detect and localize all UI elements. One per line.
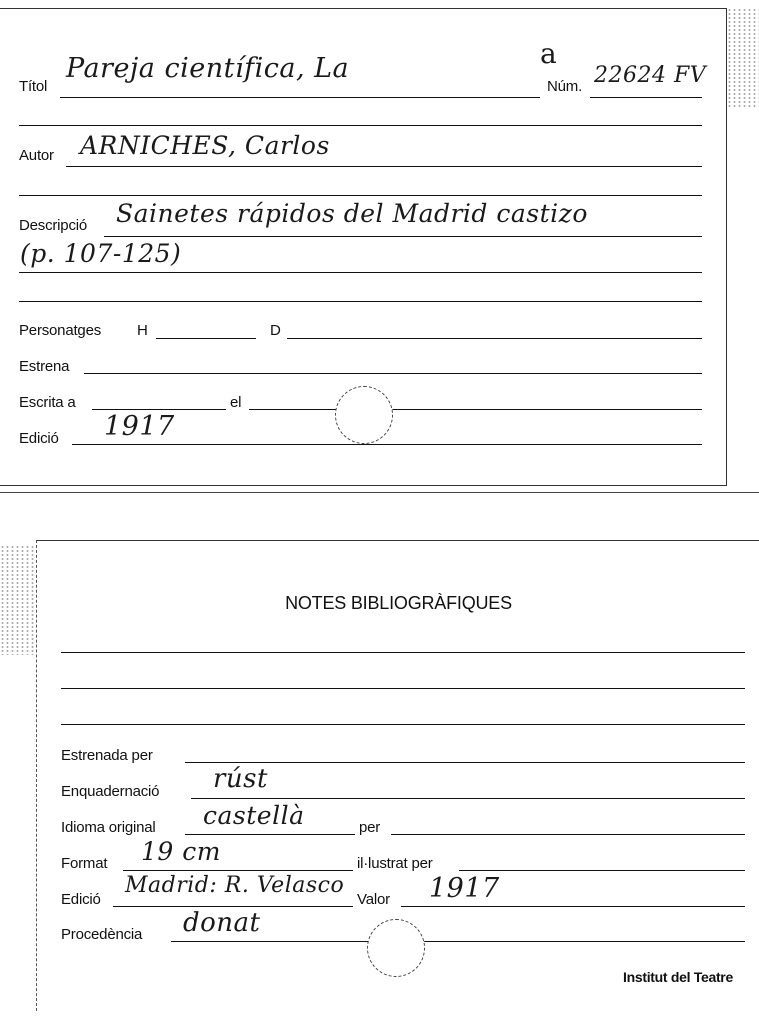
- descripcio-value-line2: (p. 107-125): [20, 239, 182, 268]
- titol-label: Títol: [19, 78, 48, 95]
- back-edicio-value: Madrid: R. Velasco: [125, 873, 345, 898]
- back-edicio-label: Edició: [61, 891, 101, 908]
- scan-edge-noise: [727, 8, 759, 108]
- escrita-el-label: el: [230, 394, 242, 411]
- idioma-per-label: per: [359, 819, 381, 836]
- valor-value: 1917: [429, 873, 500, 904]
- valor-label: Valor: [357, 891, 390, 908]
- catalog-card-front: [0, 8, 727, 486]
- titol-line: [60, 97, 540, 98]
- titol-value: Pareja científica, La: [66, 53, 350, 84]
- notes-title: NOTES BIBLIOGRÀFIQUES: [285, 593, 512, 613]
- rule: [61, 724, 745, 725]
- personatges-d-label: D: [270, 322, 281, 339]
- estrenada-line: [185, 762, 745, 763]
- rule: [61, 652, 745, 653]
- enquadernacio-label: Enquadernació: [61, 783, 160, 800]
- format-line: [123, 870, 353, 871]
- rule: [19, 272, 702, 273]
- idioma-label: Idioma original: [61, 819, 156, 836]
- rule: [19, 301, 702, 302]
- idioma-line: [185, 834, 355, 835]
- personatges-d-line: [287, 338, 702, 339]
- num-line: [590, 97, 702, 98]
- punch-hole: [367, 919, 425, 977]
- idioma-per-line: [391, 834, 745, 835]
- catalog-card-back: [36, 540, 759, 1011]
- rule: [19, 195, 702, 196]
- format-illustrat-line: [459, 870, 745, 871]
- punch-hole: [335, 386, 393, 444]
- personatges-label: Personatges: [19, 322, 102, 339]
- procedencia-label: Procedència: [61, 926, 143, 943]
- estrenada-label: Estrenada per: [61, 747, 153, 764]
- card-separator: [0, 492, 759, 493]
- autor-line: [66, 166, 702, 167]
- valor-line: [401, 906, 745, 907]
- num-mark: a: [540, 37, 558, 70]
- edicio-label: Edició: [19, 430, 59, 447]
- idioma-value: castellà: [203, 801, 305, 830]
- format-illustrat-label: il·lustrat per: [357, 855, 433, 872]
- descripcio-line: [104, 236, 702, 237]
- rule: [61, 688, 745, 689]
- num-label: Núm.: [547, 78, 583, 95]
- descripcio-label: Descripció: [19, 217, 88, 234]
- procedencia-line: [171, 941, 745, 942]
- escrita-line: [92, 409, 226, 410]
- format-value: 19 cm: [141, 837, 221, 866]
- edicio-line: [72, 444, 702, 445]
- autor-label: Autor: [19, 147, 54, 164]
- personatges-h-label: H: [137, 322, 148, 339]
- format-label: Format: [61, 855, 108, 872]
- scan-edge-noise: [0, 545, 34, 655]
- estrena-label: Estrena: [19, 358, 70, 375]
- num-value: 22624 FV: [594, 63, 707, 88]
- rule: [19, 125, 702, 126]
- personatges-h-line: [156, 338, 256, 339]
- escrita-label: Escrita a: [19, 394, 76, 411]
- edicio-value: 1917: [104, 411, 175, 442]
- escrita-el-line: [249, 409, 702, 410]
- autor-value: ARNICHES, Carlos: [80, 131, 330, 160]
- enquadernacio-value: rúst: [213, 764, 268, 794]
- back-edicio-line: [113, 906, 353, 907]
- descripcio-value-line1: Sainetes rápidos del Madrid castizo: [116, 199, 588, 228]
- institution-footer: Institut del Teatre: [623, 969, 733, 985]
- procedencia-value: donat: [183, 908, 261, 938]
- enquadernacio-line: [191, 798, 745, 799]
- estrena-line: [84, 373, 702, 374]
